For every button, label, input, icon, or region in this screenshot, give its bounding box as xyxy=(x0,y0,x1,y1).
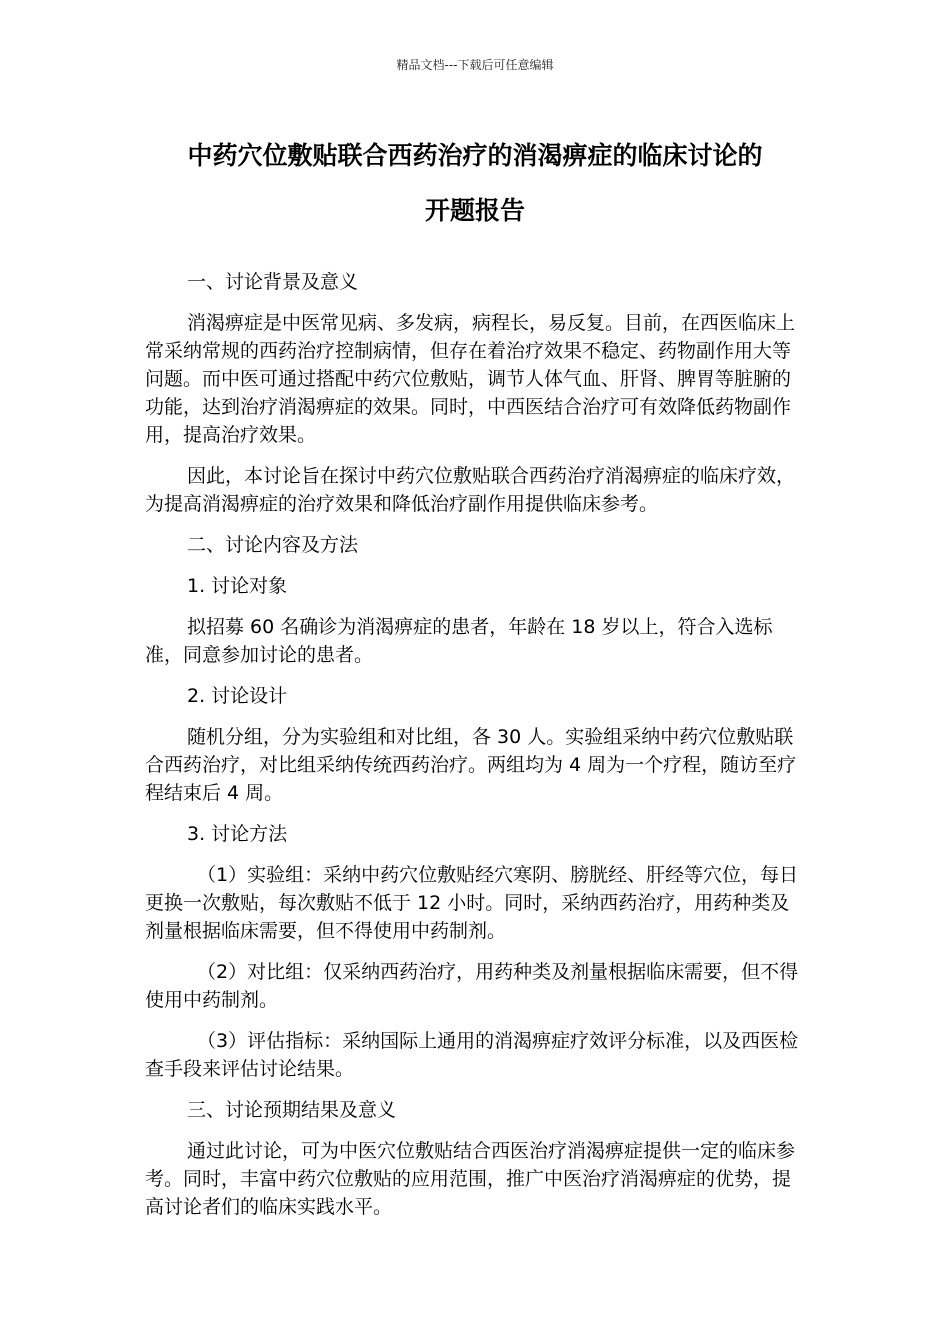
title-line-1: 中药穴位敷贴联合西药治疗的消渴痹症的临床讨论的 xyxy=(187,141,763,170)
paragraph-method-evaluation: （3）评估指标：采纳国际上通用的消渴痹症疗效评分标准，以及西医检查手段来评估讨论结果。 xyxy=(145,1030,799,1080)
paragraph-background: 消渴痹症是中医常见病、多发病，病程长，易反复。目前，在西医临床上常采纳常规的西药治疗控制病情，但存在着治疗效果不稳定、药物副作用大等问题。而中医可通过搭配中药穴位敷贴，调节人体气血、肝肾、脾胃等脏腑的功能，达到治疗消渴痹症的效果。同时，中西医结合治疗可有效降低药物副作用，提高治疗效果。 xyxy=(145,312,796,446)
subheading-methods: 3. 讨论方法 xyxy=(187,823,288,845)
section-heading-content-methods: 二、讨论内容及方法 xyxy=(187,534,359,556)
paragraph-design: 随机分组，分为实验组和对比组，各 30 人。实验组采纳中药穴位敷贴联合西药治疗，对比组采纳传统西药治疗。两组均为 4 周为一个疗程，随访至疗程结束后 4 周。 xyxy=(145,726,797,804)
subheading-design: 2. 讨论设计 xyxy=(187,685,288,707)
paragraph-purpose: 因此，本讨论旨在探讨中药穴位敷贴联合西药治疗消渴痹症的临床疗效，为提高消渴痹症的治疗效果和降低治疗副作用提供临床参考。 xyxy=(145,465,796,515)
section-heading-expected-results: 三、讨论预期结果及意义 xyxy=(187,1099,397,1121)
section-heading-background: 一、讨论背景及意义 xyxy=(187,271,359,293)
document-body xyxy=(145,268,807,1234)
paragraph-expected-results: 通过此讨论，可为中医穴位敷贴结合西医治疗消渴痹症提供一定的临床参考。同时，丰富中药穴位敷贴的应用范围，推广中医治疗消渴痹症的优势，提高讨论者们的临床实践水平。 xyxy=(145,1140,796,1218)
paragraph-method-control: （2）对比组：仅采纳西药治疗，用药种类及剂量根据临床需要，但不得使用中药制剂。 xyxy=(145,961,799,1011)
subheading-subjects: 1. 讨论对象 xyxy=(187,575,288,597)
paragraph-subjects: 拟招募 60 名确诊为消渴痹症的患者，年龄在 18 岁以上，符合入选标准，同意参加讨论的患者。 xyxy=(145,616,773,666)
title-line-2: 开题报告 xyxy=(424,196,525,225)
paragraph-method-experimental: （1）实验组：采纳中药穴位敷贴经穴寒阴、膀胱经、肝经等穴位，每日更换一次敷贴，每次敷贴不低于 12 小时。同时，采纳西药治疗，用药种类及剂量根据临床需要，但不得使用中药制剂。 xyxy=(145,864,799,942)
header-note: 精品文档---下载后可任意编辑 xyxy=(396,58,554,72)
